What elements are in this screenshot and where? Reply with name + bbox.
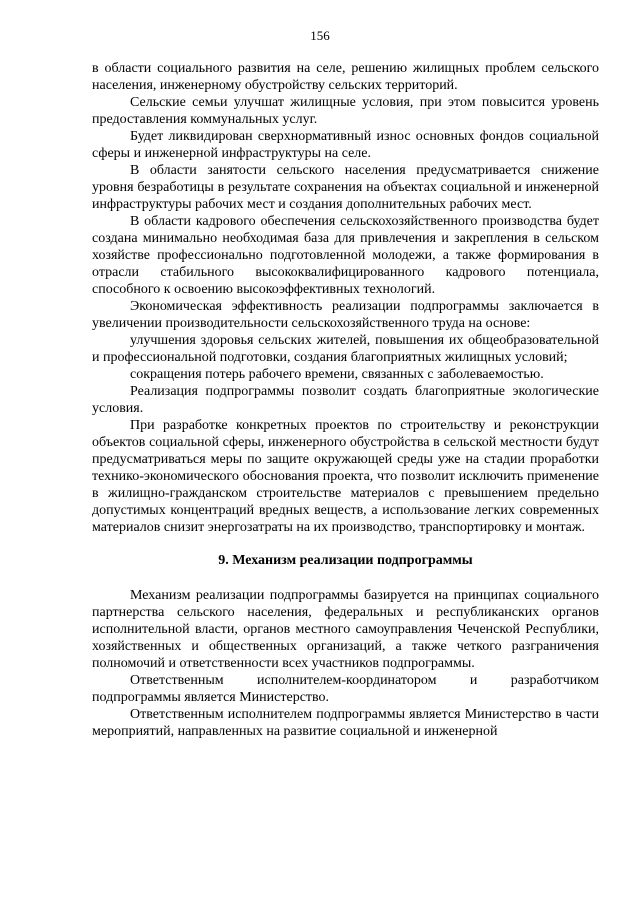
paragraph: в области социального развития на селе, решению жилищных проблем сельского населения, инженерному обустройству сельских территорий. [92,61,599,93]
paragraph: Сельские семьи улучшат жилищные условия, при этом повысится уровень предоставления коммунальных услуг. [92,95,599,127]
list-item: сокращения потерь рабочего времени, связанных с заболеваемостью. [130,367,544,382]
paragraph: Механизм реализации подпрограммы базируется на принципах социального партнерства сельского населения, федеральных и республиканских органов исполнительной власти, органов местного самоуправления Чеченской Республики, хозяйственных и общественных организаций, а также четкого разграничения полномочий и ответственности всех участников подпрограммы. [92,588,599,671]
paragraph: Будет ликвидирован сверхнормативный износ основных фондов социальной сферы и инженерной инфраструктуры на селе. [92,129,599,161]
paragraph: При разработке конкретных проектов по строительству и реконструкции объектов социальной сферы, инженерного обустройства в сельской местности будут предусматриваться меры по защите окружающей среды уже на стадии проработки технико-экономического обоснования проекта, что позволит исключить применение в жилищно-гражданском строительстве материалов с превышением предельно допустимых концентраций вредных веществ, а использование легких современных материалов снизит энергозатраты на их производство, транспортировку и монтаж. [92,418,599,535]
section-heading: 9. Механизм реализации подпрограммы [218,553,473,568]
document-body [92,60,599,740]
paragraph: Экономическая эффективность реализации подпрограммы заключается в увеличении производительности сельскохозяйственного труда на основе: [92,299,599,331]
paragraph: В области кадрового обеспечения сельскохозяйственного производства будет создана минимально необходимая база для привлечения и закрепления в сельском хозяйстве профессионально подготовленной молодежи, а также формирования в отрасли стабильного высококвалифицированного кадрового потенциала, способного к освоению высокоэффективных технологий. [92,214,599,297]
paragraph: Ответственным исполнителем подпрограммы является Министерство в части мероприятий, направленных на развитие социальной и инженерной [92,707,599,739]
paragraph: Ответственным исполнителем-координатором и разработчиком подпрограммы является Министерство. [92,673,599,705]
paragraph: Реализация подпрограммы позволит создать благоприятные экологические условия. [92,384,599,416]
list-item: улучшения здоровья сельских жителей, повышения их общеобразовательной и профессиональной подготовки, создания благоприятных жилищных условий; [92,333,599,365]
paragraph: В области занятости сельского населения предусматривается снижение уровня безработицы в результате сохранения на объектах социальной и инженерной инфраструктуры рабочих мест и создания дополнительных рабочих мест. [92,163,599,212]
page-number: 156 [310,28,330,43]
